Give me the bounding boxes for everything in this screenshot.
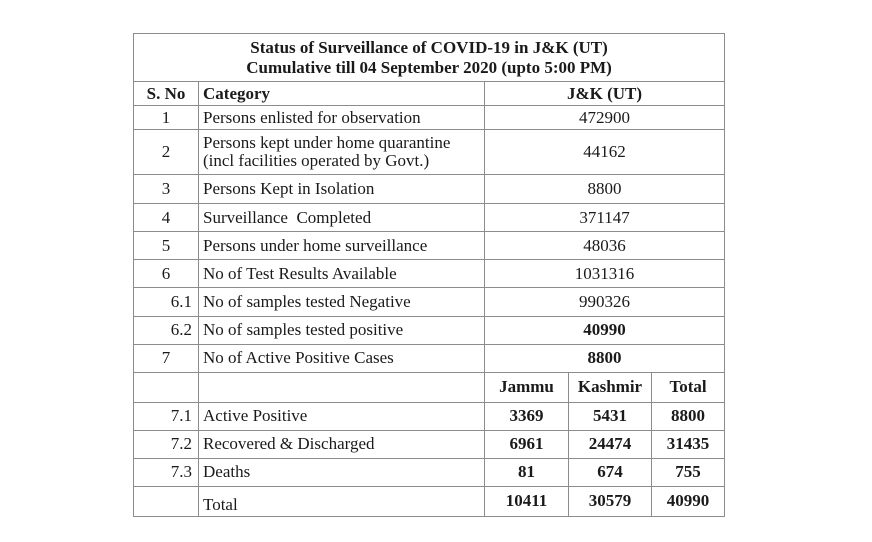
row-category: Persons enlisted for observation — [199, 106, 485, 130]
row-total: 755 — [652, 458, 725, 486]
row-sno: 3 — [134, 175, 199, 204]
title-line-1: Status of Surveillance of COVID-19 in J&K (UT) — [250, 37, 608, 57]
covid-surveillance-table — [133, 33, 725, 517]
row-kashmir: 24474 — [569, 430, 652, 458]
row-value: 8800 — [485, 344, 725, 372]
row-total: 31435 — [652, 430, 725, 458]
table-row — [134, 232, 725, 260]
total-sno — [134, 486, 199, 516]
row-jammu: 6961 — [485, 430, 569, 458]
row-sno: 2 — [134, 130, 199, 175]
header-region: J&K (UT) — [485, 82, 725, 106]
title-row — [134, 34, 725, 82]
row-sno: 6.1 — [134, 288, 199, 316]
row-sno: 6.2 — [134, 316, 199, 344]
row-sno: 1 — [134, 106, 199, 130]
total-total: 40990 — [652, 486, 725, 516]
row-total: 8800 — [652, 402, 725, 430]
table-row — [134, 204, 725, 232]
row-category: Active Positive — [199, 402, 485, 430]
row-category: Persons Kept in Isolation — [199, 175, 485, 204]
row-jammu: 81 — [485, 458, 569, 486]
table-row — [134, 175, 725, 204]
table-row — [134, 344, 725, 372]
table-title — [134, 34, 725, 82]
row-sno: 6 — [134, 260, 199, 288]
row-category: No of Test Results Available — [199, 260, 485, 288]
row-category: No of samples tested Negative — [199, 288, 485, 316]
table-row — [134, 106, 725, 130]
header-category: Category — [199, 82, 485, 106]
row-value: 8800 — [485, 175, 725, 204]
title-line-2: Cumulative till 04 September 2020 (upto 5:00 PM) — [246, 57, 612, 77]
row-value: 40990 — [485, 316, 725, 344]
row-value: 44162 — [485, 130, 725, 175]
row-sno: 5 — [134, 232, 199, 260]
row-value: 48036 — [485, 232, 725, 260]
row-value: 990326 — [485, 288, 725, 316]
row-category: Surveillance Completed — [199, 204, 485, 232]
row-category: No of samples tested positive — [199, 316, 485, 344]
total-jammu: 10411 — [485, 486, 569, 516]
row-category: Deaths — [199, 458, 485, 486]
row-category — [199, 130, 485, 175]
row-value: 1031316 — [485, 260, 725, 288]
header-kashmir: Kashmir — [569, 372, 652, 402]
table-row — [134, 402, 725, 430]
total-label: Total — [199, 486, 485, 516]
header-row — [134, 82, 725, 106]
row-category: No of Active Positive Cases — [199, 344, 485, 372]
split-header-sno — [134, 372, 199, 402]
row-sno: 4 — [134, 204, 199, 232]
row-category-line-1: Persons kept under home quarantine — [203, 133, 451, 153]
row-category: Persons under home surveillance — [199, 232, 485, 260]
table-row — [134, 288, 725, 316]
split-header-category — [199, 372, 485, 402]
table-row — [134, 430, 725, 458]
row-sno: 7.2 — [134, 430, 199, 458]
header-jammu: Jammu — [485, 372, 569, 402]
row-kashmir: 5431 — [569, 402, 652, 430]
header-total: Total — [652, 372, 725, 402]
row-sno: 7.3 — [134, 458, 199, 486]
row-sno: 7 — [134, 344, 199, 372]
table-row — [134, 458, 725, 486]
total-row — [134, 486, 725, 516]
total-kashmir: 30579 — [569, 486, 652, 516]
row-sno: 7.1 — [134, 402, 199, 430]
row-category-line-2: (incl facilities operated by Govt.) — [203, 151, 430, 171]
table-row — [134, 316, 725, 344]
row-category: Recovered & Discharged — [199, 430, 485, 458]
row-value: 472900 — [485, 106, 725, 130]
table-row — [134, 260, 725, 288]
row-value: 371147 — [485, 204, 725, 232]
table-row — [134, 130, 725, 175]
split-header-row — [134, 372, 725, 402]
row-jammu: 3369 — [485, 402, 569, 430]
row-kashmir: 674 — [569, 458, 652, 486]
header-sno: S. No — [134, 82, 199, 106]
